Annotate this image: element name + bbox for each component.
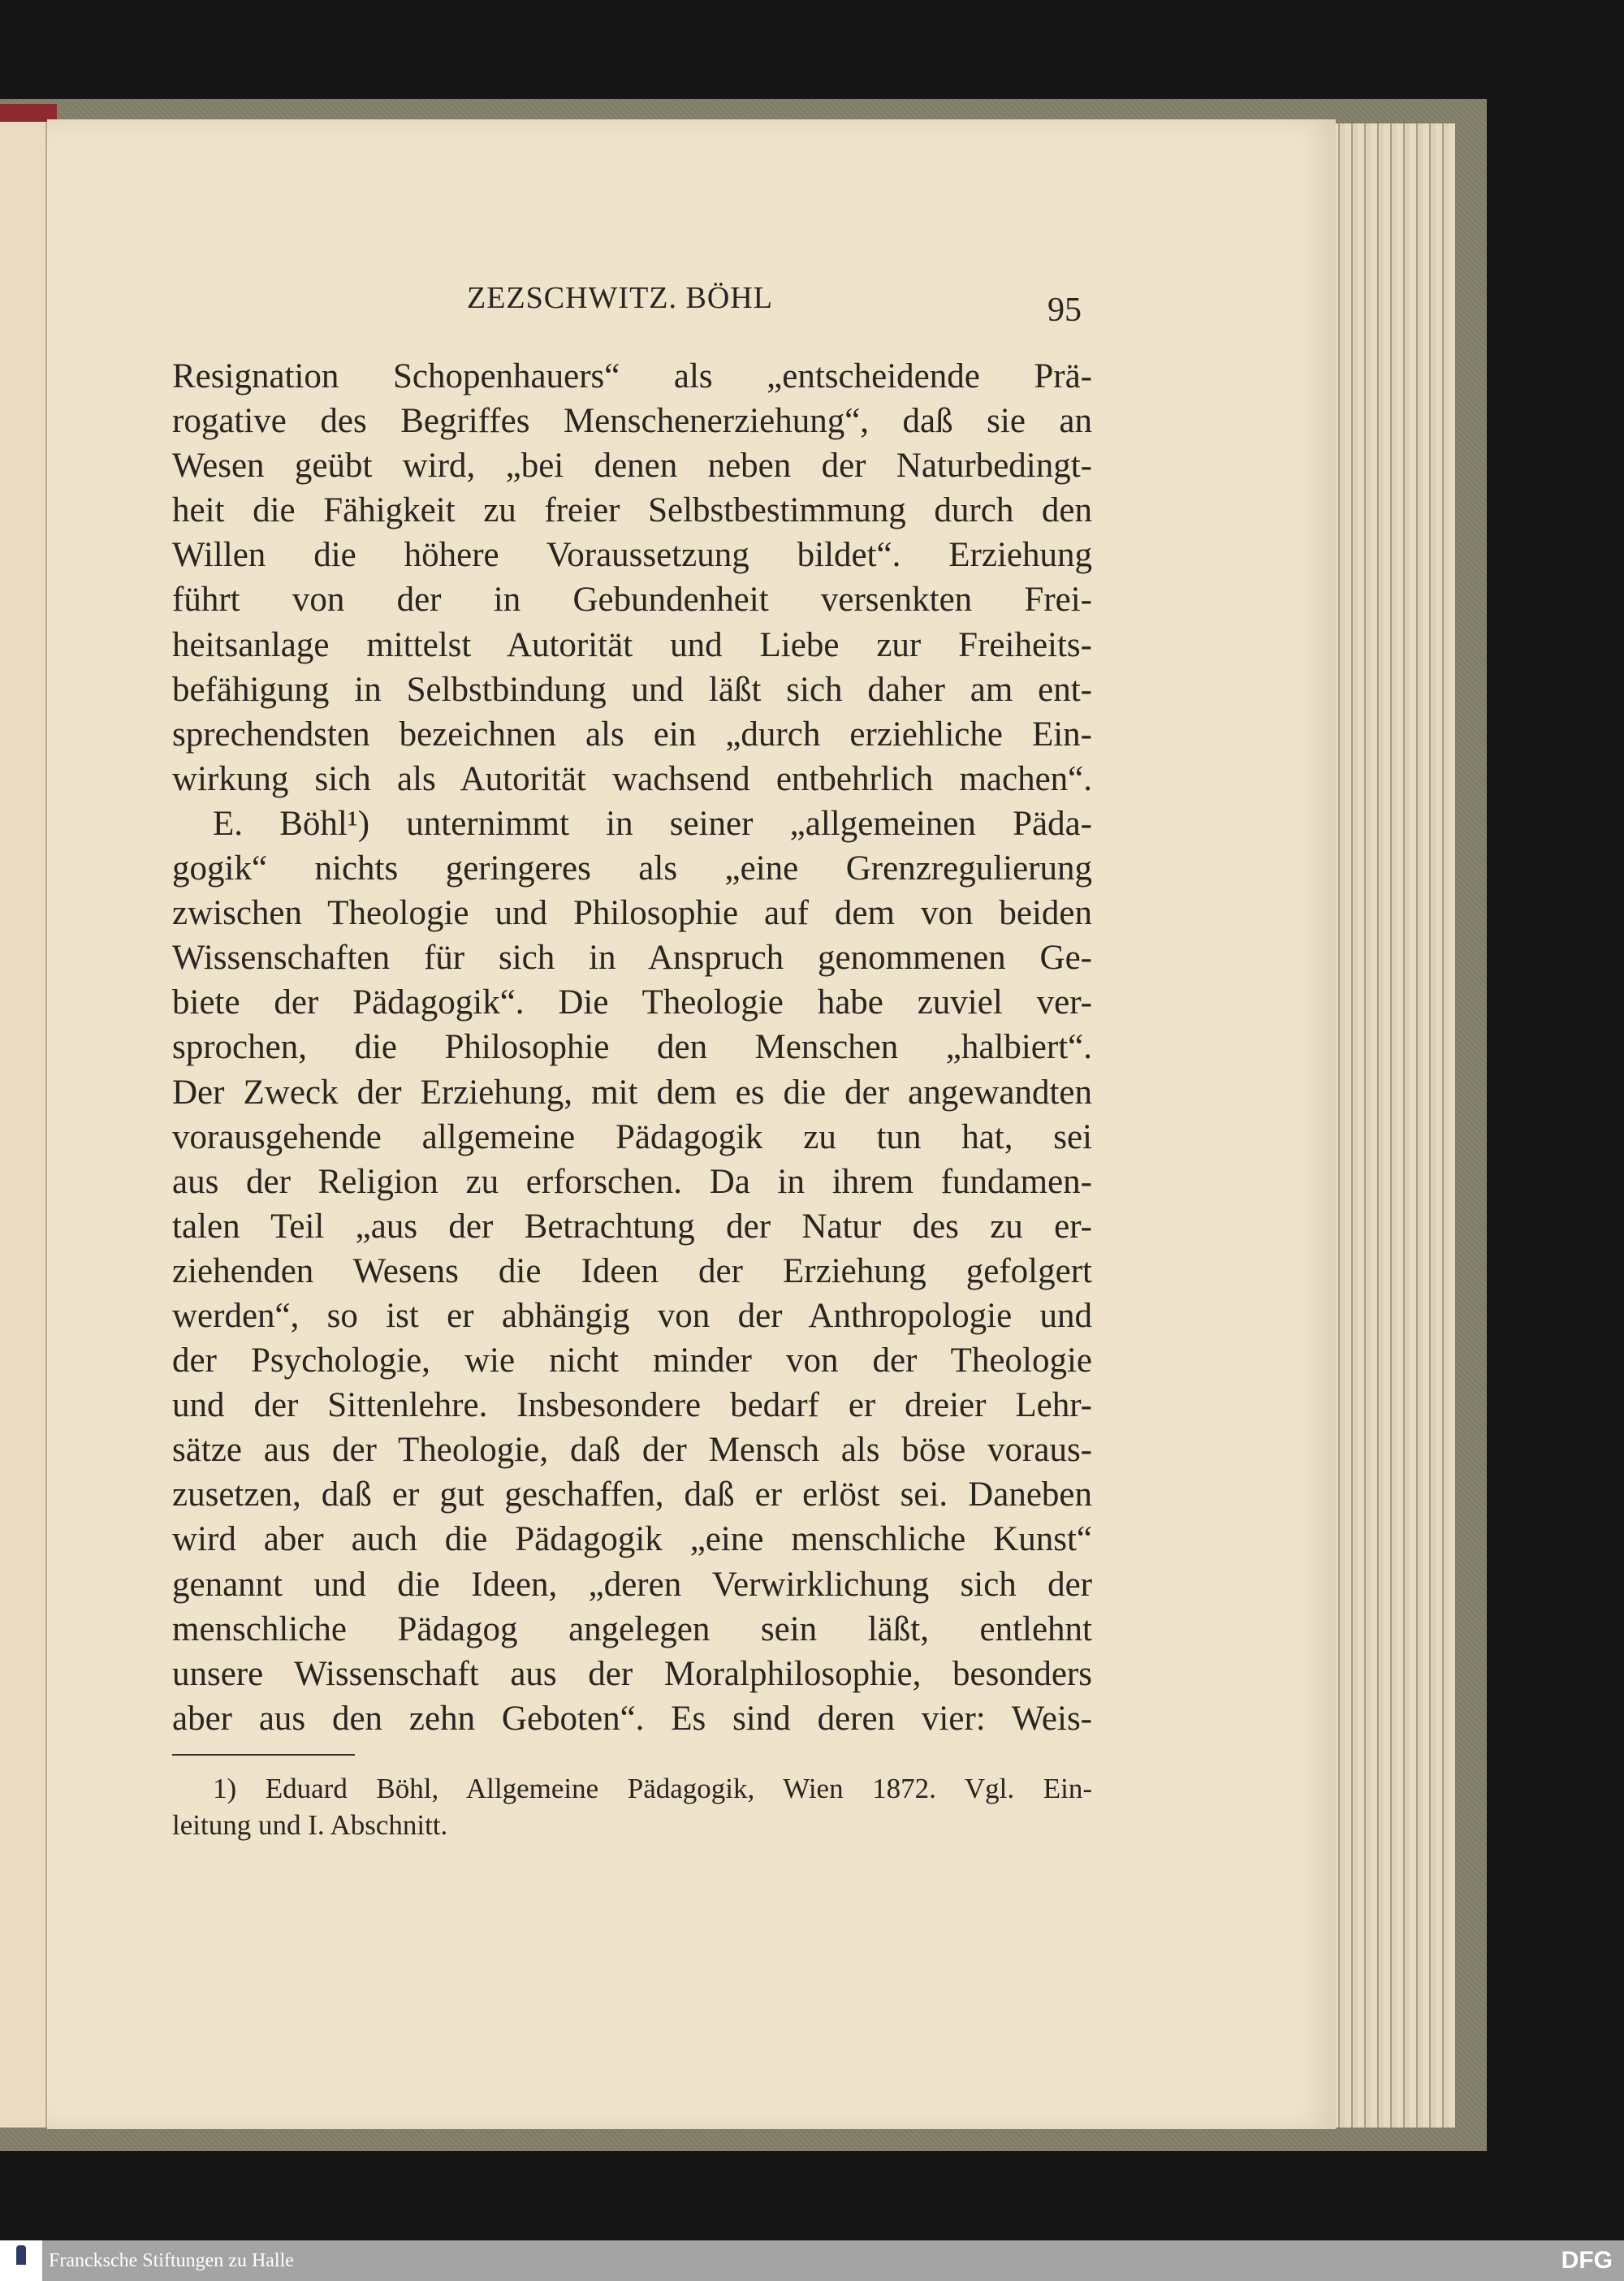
- text-line: zusetzen, daß er gut geschaffen, daß er erlöst sei. Daneben: [172, 1475, 1092, 1514]
- text-line: sätze aus der Theologie, daß der Mensch als böse voraus-: [172, 1431, 1092, 1470]
- text-line: zwischen Theologie und Philosophie auf dem von beiden: [172, 894, 1092, 933]
- text-line: unsere Wissenschaft aus der Moralphilosophie, besonders: [172, 1654, 1092, 1693]
- footer-bar: [0, 2240, 1624, 2281]
- text-line: ziehenden Wesens die Ideen der Erziehung gefolgert: [172, 1251, 1092, 1290]
- text-line: aus der Religion zu erforschen. Da in ihrem fundamen-: [172, 1162, 1092, 1201]
- text-line: menschliche Pädagog angelegen sein läßt, entlehnt: [172, 1609, 1092, 1648]
- text-line: biete der Pädagogik“. Die Theologie habe zuviel ver-: [172, 983, 1092, 1022]
- text-line: heitsanlage mittelst Autorität und Liebe zur Freiheits-: [172, 625, 1092, 664]
- text-line: rogative des Begriffes Menschenerziehung“, daß sie an: [172, 402, 1092, 441]
- text-line: Willen die höhere Voraussetzung bildet“. Erziehung: [172, 536, 1092, 575]
- institution-logo: [0, 2240, 42, 2281]
- footnote: [172, 1770, 1092, 1843]
- text-line: werden“, so ist er abhängig von der Anthropologie und: [172, 1296, 1092, 1335]
- text-line: Resignation Schopenhauers“ als „entscheidende Prä-: [172, 357, 1092, 395]
- text-line: talen Teil „aus der Betrachtung der Natur des zu er-: [172, 1207, 1092, 1246]
- page-number: 95: [1047, 292, 1082, 329]
- text-line: sprechendsten bezeichnen als ein „durch erziehliche Ein-: [172, 715, 1092, 754]
- text-line: vorausgehende allgemeine Pädagogik zu tun hat, sei: [172, 1117, 1092, 1156]
- page-edges: [1332, 123, 1455, 2128]
- dfg-logo: DFG: [1561, 2247, 1613, 2274]
- text-line: wird aber auch die Pädagogik „eine menschliche Kunst“: [172, 1520, 1092, 1559]
- text-line: befähigung in Selbstbindung und läßt sich daher am ent-: [172, 670, 1092, 709]
- text-line: aber aus den zehn Geboten“. Es sind deren vier: Weis-: [172, 1699, 1092, 1738]
- text-line: genannt und die Ideen, „deren Verwirklichung sich der: [172, 1565, 1092, 1604]
- text-line: E. Böhl¹) unternimmt in seiner „allgemeinen Päda-: [213, 804, 1092, 843]
- institution-name: Francksche Stiftungen zu Halle: [49, 2250, 294, 2271]
- text-line: sprochen, die Philosophie den Menschen „halbiert“.: [172, 1028, 1092, 1067]
- left-page-edge: [0, 122, 47, 2128]
- text-line: Wesen geübt wird, „bei denen neben der Naturbedingt-: [172, 447, 1092, 486]
- text-line: führt von der in Gebundenheit versenkten Frei-: [172, 581, 1092, 620]
- body-text: [172, 354, 1092, 1741]
- logo-figure-icon: [16, 2245, 26, 2265]
- text-line: heit die Fähigkeit zu freier Selbstbestimmung durch den: [172, 491, 1092, 530]
- text-line: der Psychologie, wie nicht minder von der Theologie: [172, 1341, 1092, 1380]
- footnote-line: leitung und I. Abschnitt.: [172, 1809, 448, 1841]
- text-line: gogik“ nichts geringeres als „eine Grenzregulierung: [172, 849, 1092, 888]
- text-line: und der Sittenlehre. Insbesondere bedarf er dreier Lehr-: [172, 1386, 1092, 1425]
- footnote-line: 1) Eduard Böhl, Allgemeine Pädagogik, Wien 1872. Vgl. Ein-: [213, 1773, 1092, 1804]
- footnote-rule: [172, 1754, 355, 1756]
- text-line: Der Zweck der Erziehung, mit dem es die der angewandten: [172, 1073, 1092, 1112]
- text-line: wirkung sich als Autorität wachsend entbehrlich machen“.: [172, 759, 1092, 798]
- text-line: Wissenschaften für sich in Anspruch genommenen Ge-: [172, 939, 1092, 978]
- running-header: ZEZSCHWITZ. BÖHL: [467, 281, 773, 315]
